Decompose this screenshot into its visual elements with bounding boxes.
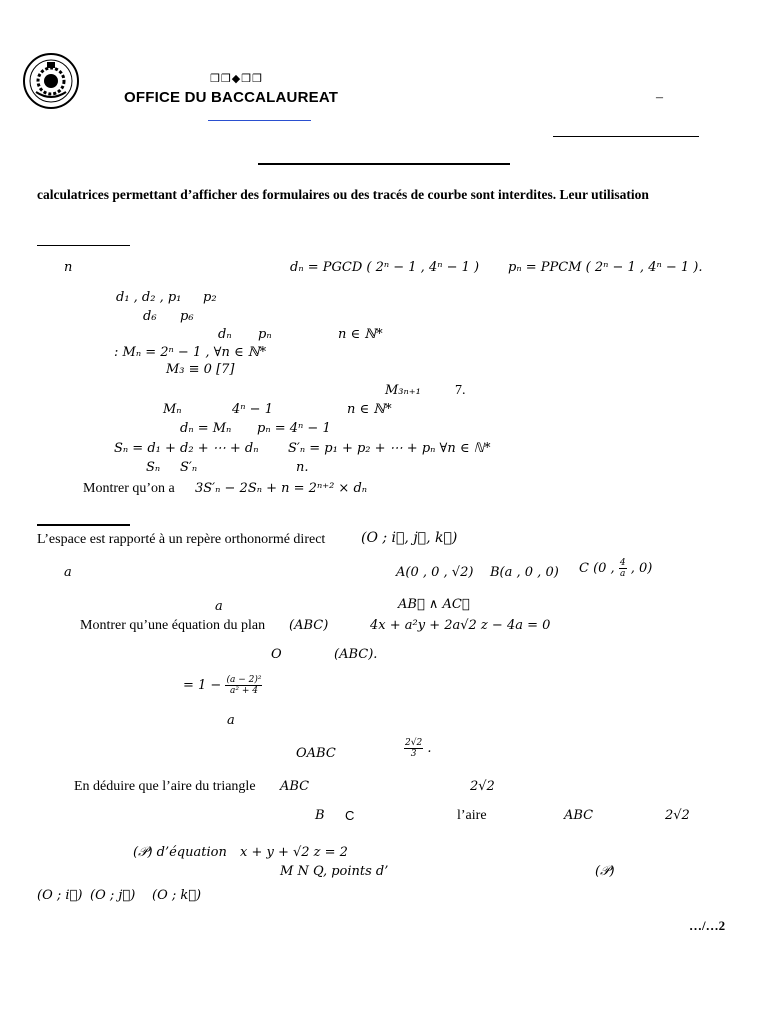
n-dot: n. [296,460,309,475]
point-C [579,558,652,579]
n-variable: n [64,260,73,275]
point-B-label: B [315,808,325,823]
M3-congruence: M₃ ≡ 0 [7] [166,362,235,377]
page-number: …/…2 [689,918,726,933]
show-text: Montrer qu’on a [83,481,175,496]
header-symbols: ❒❒◆❒❒ [210,73,263,85]
laire-text: l’aire [457,808,487,823]
exercise2-heading-line [37,524,130,526]
office-seal-logo [22,52,80,110]
seven: 7. [455,383,466,398]
point-C-num: 4 [619,558,626,568]
a-variable-2: a [215,599,223,614]
distance-expression [183,675,262,696]
plane-P-equation: x + y + √2 z = 2 [240,845,348,860]
point-C-pre: C (0 , [579,561,615,576]
axis-j: (O ; j⃗) [90,888,136,903]
points-MNQ: M N Q, points d’ [280,864,389,879]
d1-d2-p1: d₁ , d₂ , p₁ [116,290,182,305]
plane-P-text: (𝒫) d’équation [133,845,227,860]
office-title: OFFICE DU BACCALAUREAT [124,89,339,106]
point-C-den: a [620,569,626,579]
header-right-line [553,136,699,137]
eq-fraction [225,675,262,696]
cross-product: AB⃗ ∧ AC⃗ [398,597,470,612]
volume-den: 3 [410,749,417,759]
M3n1: M₃ₙ₊₁ [385,383,421,398]
a-variable: a [64,565,72,580]
Sn-definition: Sₙ = d₁ + d₂ + ⋯ + dₙ [114,441,259,456]
volume-fraction [404,738,423,759]
point-B: B(a , 0 , 0) [490,565,559,580]
header-dash: – [656,90,663,105]
eq-den: a² + 4 [229,686,258,696]
axis-k: (O ; k⃗) [152,888,202,903]
plane-text: Montrer qu’une équation du plan [80,618,266,633]
plane-ABC-dot: (ABC). [334,647,378,662]
deduce-text: En déduire que l’aire du triangle [74,779,256,794]
area-value-2: 2√2 [665,808,690,823]
point-A: A(0 , 0 , √2) [396,565,474,580]
title-underline [258,163,510,165]
show-formula: 3S′ₙ − 2Sₙ + n = 2ⁿ⁺² × dₙ [195,481,368,496]
four-n-minus-1: 4ⁿ − 1 [232,402,273,417]
frame: (O ; i⃗, j⃗, k⃗) [361,530,458,546]
calculator-notice: calculatrices permettant d’afficher des formulaires ou des tracés de courbe sont interdites. Leur utilisation [37,187,649,202]
dn-label: dₙ [218,327,232,342]
eq-pre: = 1 − [183,678,222,693]
exercise1-heading-line [37,245,130,246]
axis-i: (O ; i⃗) [37,888,83,903]
point-C-fraction [619,558,627,579]
d6: d₆ [143,309,157,324]
tetrahedron-OABC: OABC [296,746,336,761]
plane-P-label: (𝒫) [595,864,615,879]
area-value: 2√2 [470,779,495,794]
pn-label: pₙ [258,327,272,342]
triangle-ABC: ABC [280,779,310,794]
plane-name: (ABC) [289,618,329,633]
triangle-ABC-2: ABC [564,808,594,823]
dn-equals-Mn: dₙ = Mₙ [180,421,232,436]
Mn-label: Mₙ [163,402,182,417]
Spn-definition: S′ₙ = p₁ + p₂ + ⋯ + pₙ ∀n ∈ ℕ* [288,441,491,456]
p6: p₆ [180,309,194,324]
Sn-label: Sₙ [146,460,161,475]
dn-definition: dₙ = PGCD ( 2ⁿ − 1 , 4ⁿ − 1 ) [290,260,480,275]
Mn-definition: : Mₙ = 2ⁿ − 1 , ∀n ∈ ℕ* [114,345,267,360]
eq-num: (a − 2)² [226,675,262,685]
pn-definition: pₙ = PPCM ( 2ⁿ − 1 , 4ⁿ − 1 ). [508,260,703,275]
n-in-N-2: n ∈ ℕ* [347,402,392,417]
n-in-N: n ∈ ℕ* [338,327,383,342]
Spn-label: S′ₙ [180,460,198,475]
volume-value [404,738,431,759]
origin-O: O [271,647,282,662]
volume-num: 2√2 [405,738,423,748]
a-variable-3: a [227,713,235,728]
header-link-underline [208,120,311,121]
pn-equals: pₙ = 4ⁿ − 1 [257,421,331,436]
point-C-post: , 0) [630,561,653,576]
p2: p₂ [203,290,217,305]
volume-dot: . [427,741,432,756]
point-C-label: C [345,808,355,823]
plane-equation: 4x + a²y + 2a√2 z − 4a = 0 [370,618,551,633]
space-text: L’espace est rapporté à un repère orthonormé direct [37,532,326,547]
